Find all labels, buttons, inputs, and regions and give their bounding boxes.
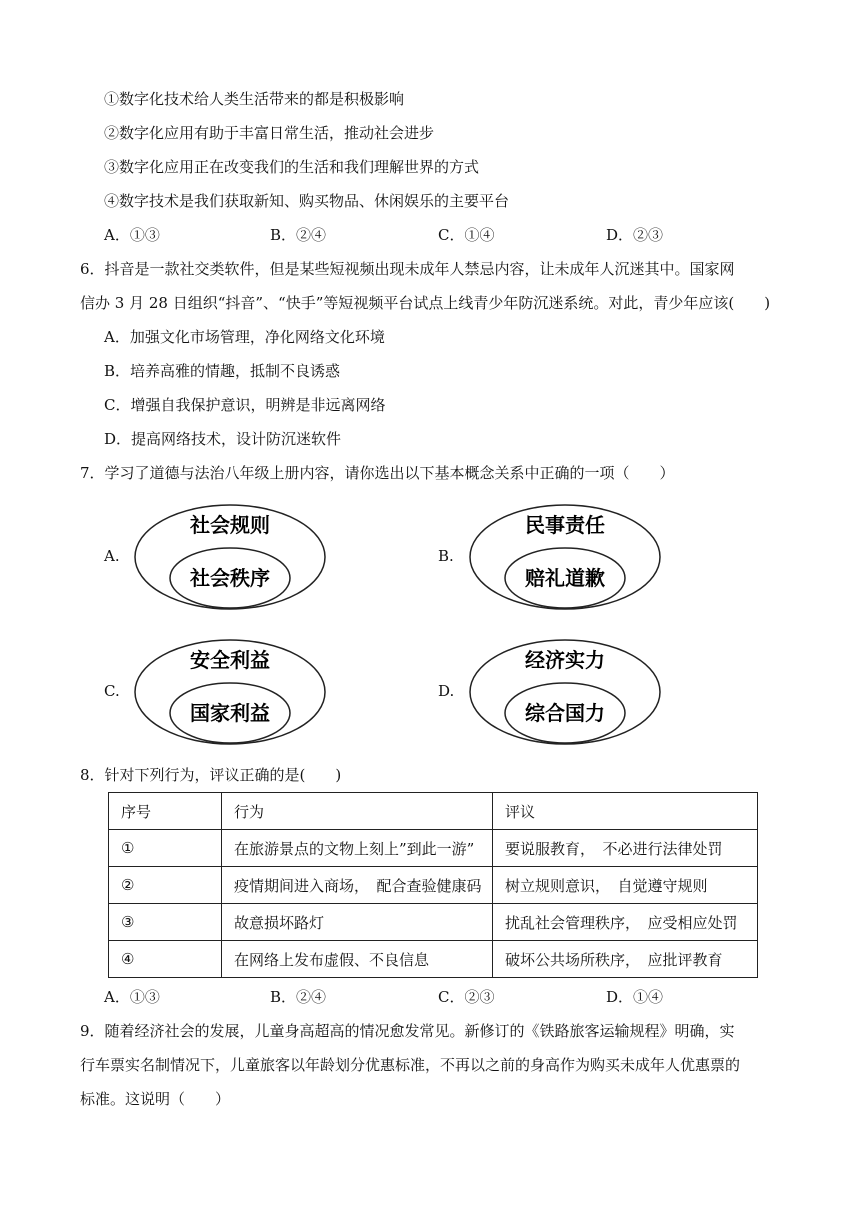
table-row [109, 830, 758, 867]
table-header-row [109, 793, 758, 830]
row-number: ④ [109, 941, 222, 978]
row-number: ② [109, 867, 222, 904]
q6-stem-line-2: 信办 3 月 28 日组织“抖音”、“快手”等短视频平台试点上线青少年防沉迷系统。对此，青少年应该( ) [80, 294, 771, 312]
q8-option-c[interactable]: C．②③ [438, 988, 495, 1006]
q6-option-a[interactable]: A．加强文化市场管理，净化网络文化环境 [104, 328, 385, 346]
q6-option-c[interactable]: C．增强自我保护意识，明辨是非远离网络 [104, 396, 386, 414]
q5-option-c[interactable]: C．①④ [438, 226, 495, 244]
q6-option-b[interactable]: B．培养高雅的情趣，抵制不良诱惑 [104, 362, 341, 380]
row-behavior: 疫情期间进入商场， 配合查验健康码 [222, 867, 493, 904]
q7-diagram-c[interactable] [132, 637, 328, 747]
q7-diagram-d[interactable] [467, 637, 663, 747]
row-behavior: 在旅游景点的文物上刻上”到此一游” [222, 830, 493, 867]
q7-diagram-a-outer-label: 社会规则 [190, 513, 270, 537]
q8-table [108, 792, 758, 978]
q9-stem-line-1: 9．随着经济社会的发展，儿童身高超高的情况愈发常见。新修订的《铁路旅客运输规程》明确，实 [80, 1022, 735, 1040]
q7-diagram-c-outer-label: 安全利益 [190, 648, 270, 672]
q9-stem-line-2: 行车票实名制情况下，儿童旅客以年龄划分优惠标准，不再以之前的身高作为购买未成年人优惠票的 [80, 1056, 741, 1074]
table-row [109, 941, 758, 978]
row-behavior: 故意损坏路灯 [222, 904, 493, 941]
q9-stem-line-3: 标准。这说明（ ） [80, 1090, 231, 1108]
q5-statement-3: ③数字化应用正在改变我们的生活和我们理解世界的方式 [104, 158, 480, 176]
q7-diagram-b-outer-label: 民事责任 [525, 513, 605, 537]
q7-option-c-letter[interactable]: C. [104, 682, 120, 700]
table-row [109, 904, 758, 941]
q7-option-d-letter[interactable]: D. [438, 682, 455, 700]
q7-diagram-d-outer-label: 经济实力 [525, 648, 605, 672]
q7-option-b-letter[interactable]: B. [438, 547, 454, 565]
q7-diagram-b[interactable] [467, 502, 663, 612]
row-comment: 扰乱社会管理秩序， 应受相应处罚 [493, 904, 758, 941]
header-number: 序号 [109, 793, 222, 830]
q5-option-a[interactable]: A．①③ [104, 226, 160, 244]
q8-option-d[interactable]: D．①④ [606, 988, 664, 1006]
q5-option-d[interactable]: D．②③ [606, 226, 664, 244]
q7-diagram-b-inner-label: 赔礼道歉 [525, 566, 605, 590]
q8-stem: 8．针对下列行为，评议正确的是( ) [80, 766, 342, 784]
q7-option-a-letter[interactable]: A. [104, 547, 120, 565]
header-behavior: 行为 [222, 793, 493, 830]
q8-option-b[interactable]: B．②④ [270, 988, 327, 1006]
row-comment: 要说服教育， 不必进行法律处罚 [493, 830, 758, 867]
table-row [109, 867, 758, 904]
row-comment: 破坏公共场所秩序， 应批评教育 [493, 941, 758, 978]
q7-diagram-a-inner-label: 社会秩序 [190, 566, 270, 590]
q8-options [0, 986, 860, 1008]
q5-statement-1: ①数字化技术给人类生活带来的都是积极影响 [104, 90, 405, 108]
q5-statement-4: ④数字技术是我们获取新知、购买物品、休闲娱乐的主要平台 [104, 192, 510, 210]
q5-options [0, 224, 860, 246]
row-behavior: 在网络上发布虚假、不良信息 [222, 941, 493, 978]
row-number: ③ [109, 904, 222, 941]
q5-option-b[interactable]: B．②④ [270, 226, 327, 244]
q7-diagram-a[interactable] [132, 502, 328, 612]
q7-stem: 7．学习了道德与法治八年级上册内容，请你选出以下基本概念关系中正确的一项（ ） [80, 464, 675, 482]
q8-option-a[interactable]: A．①③ [104, 988, 160, 1006]
q6-option-d[interactable]: D．提高网络技术，设计防沉迷软件 [104, 430, 342, 448]
q6-stem-line-1: 6．抖音是一款社交类软件，但是某些短视频出现未成年人禁忌内容，让未成年人沉迷其中。国家网 [80, 260, 735, 278]
row-number: ① [109, 830, 222, 867]
q5-statement-2: ②数字化应用有助于丰富日常生活，推动社会进步 [104, 124, 435, 142]
q7-diagram-c-inner-label: 国家利益 [190, 701, 270, 725]
row-comment: 树立规则意识， 自觉遵守规则 [493, 867, 758, 904]
header-comment: 评议 [493, 793, 758, 830]
q7-diagram-d-inner-label: 综合国力 [525, 701, 605, 725]
